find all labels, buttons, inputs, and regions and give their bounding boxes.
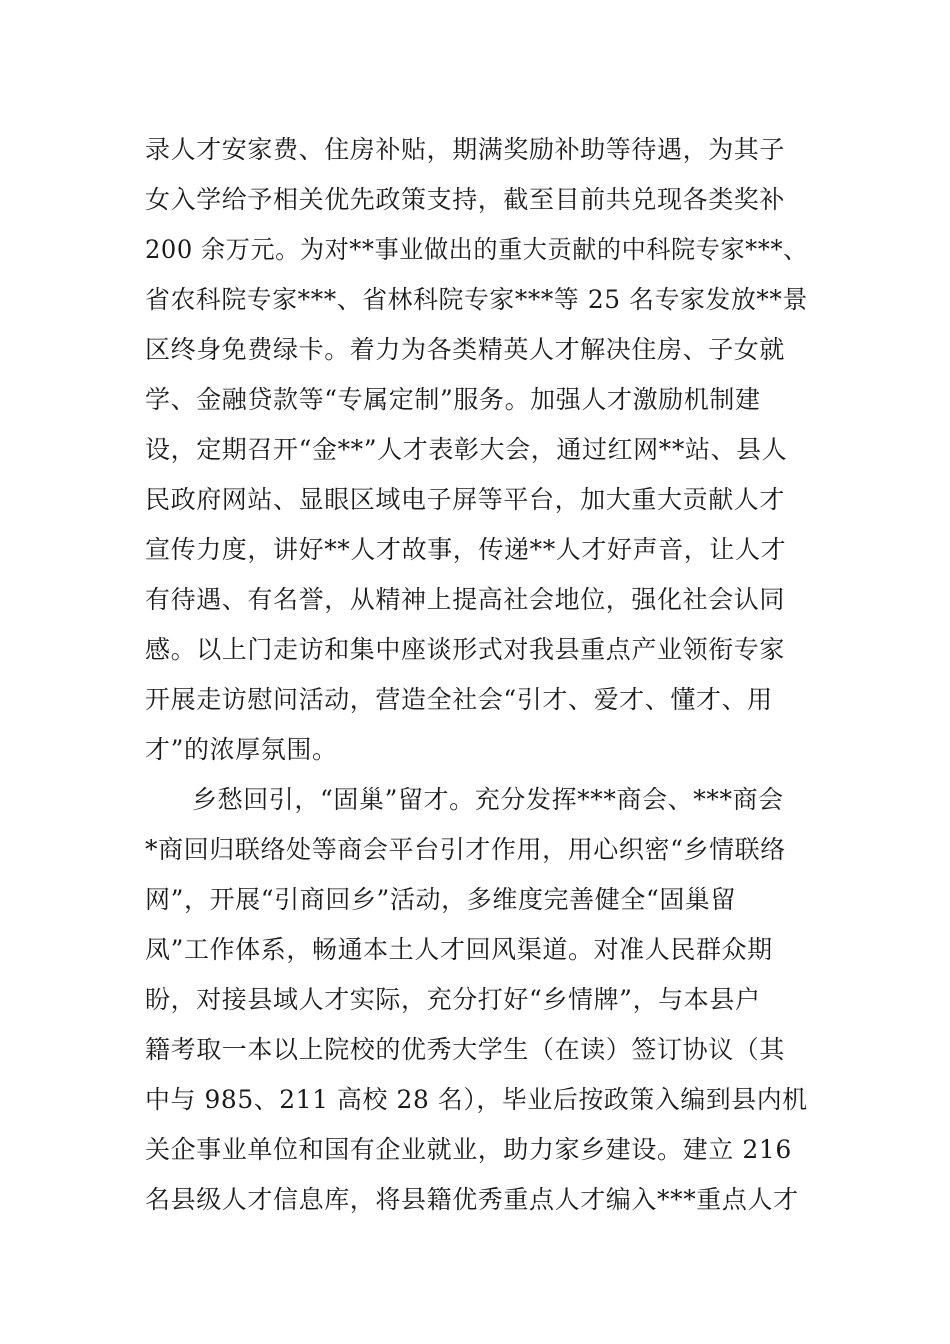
text-line [0, 330, 950, 370]
text-line [0, 430, 950, 470]
text-line-content: 开展走访慰问活动，营造全社会“引才、爱才、懂才、用 [145, 685, 773, 714]
text-line [0, 280, 950, 320]
text-line [0, 980, 950, 1020]
text-line [0, 1130, 950, 1170]
text-line [0, 930, 950, 970]
text-line [0, 580, 950, 620]
text-line-content: 感。以上门走访和集中座谈形式对我县重点产业领衔专家 [145, 635, 786, 664]
text-line-content: 才”的浓厚氛围。 [145, 735, 338, 764]
text-line [0, 380, 950, 420]
text-line-content: 民政府网站、显眼区域电子屏等平台，加大重大贡献人才 [145, 485, 786, 514]
text-line [0, 130, 950, 170]
text-line [0, 230, 950, 270]
text-line [0, 630, 950, 670]
text-line-content: 关企事业单位和国有企业就业，助力家乡建设。建立 216 [145, 1135, 792, 1164]
text-line-content: 设，定期召开“金**”人才表彰大会，通过红网**站、县人 [145, 435, 788, 464]
text-line [0, 730, 950, 770]
text-line [0, 680, 950, 720]
text-line-content: 乡愁回引，“固巢”留才。充分发挥***商会、***商会 [192, 785, 784, 814]
text-line-content: 名县级人才信息库，将县籍优秀重点人才编入***重点人才 [145, 1185, 799, 1214]
text-line-content: 女入学给予相关优先政策支持，截至目前共兑现各类奖补 [145, 185, 786, 214]
text-line-content: 宣传力度，讲好**人才故事，传递**人才好声音，让人才 [145, 535, 787, 564]
text-line [0, 480, 950, 520]
text-line [0, 530, 950, 570]
text-line-content: 学、金融贷款等“专属定制”服务。加强人才激励机制建 [145, 385, 761, 414]
text-line [0, 780, 950, 820]
text-line-content: 网”，开展“引商回乡”活动，多维度完善健全“固巢留 [145, 885, 737, 914]
text-line-content: 省农科院专家***、省林科院专家***等 25 名专家发放**景 [145, 285, 808, 314]
text-line-content: 凤”工作体系，畅通本土人才回风渠道。对准人民群众期 [145, 935, 773, 964]
text-line [0, 1080, 950, 1120]
text-line-content: 200 余万元。为对**事业做出的重大贡献的中科院专家***、 [145, 235, 808, 264]
text-line [0, 1180, 950, 1220]
text-line [0, 830, 950, 870]
text-line-content: 有待遇、有名誉，从精神上提高社会地位，强化社会认同 [145, 585, 786, 614]
text-line-content: 中与 985、211 高校 28 名），毕业后按政策入编到县内机 [145, 1085, 808, 1114]
text-line-content: 籍考取一本以上院校的优秀大学生（在读）签订协议（其 [145, 1035, 786, 1064]
text-line-content: 录人才安家费、住房补贴，期满奖励补助等待遇，为其子 [145, 135, 786, 164]
text-line-content: *商回归联络处等商会平台引才作用，用心织密“乡情联络 [145, 835, 786, 864]
text-line [0, 180, 950, 220]
text-line-content: 盼，对接县域人才实际，充分打好“乡情牌”，与本县户 [145, 985, 761, 1014]
text-line-content: 区终身免费绿卡。着力为各类精英人才解决住房、子女就 [145, 335, 786, 364]
text-line [0, 1030, 950, 1070]
text-line [0, 880, 950, 920]
